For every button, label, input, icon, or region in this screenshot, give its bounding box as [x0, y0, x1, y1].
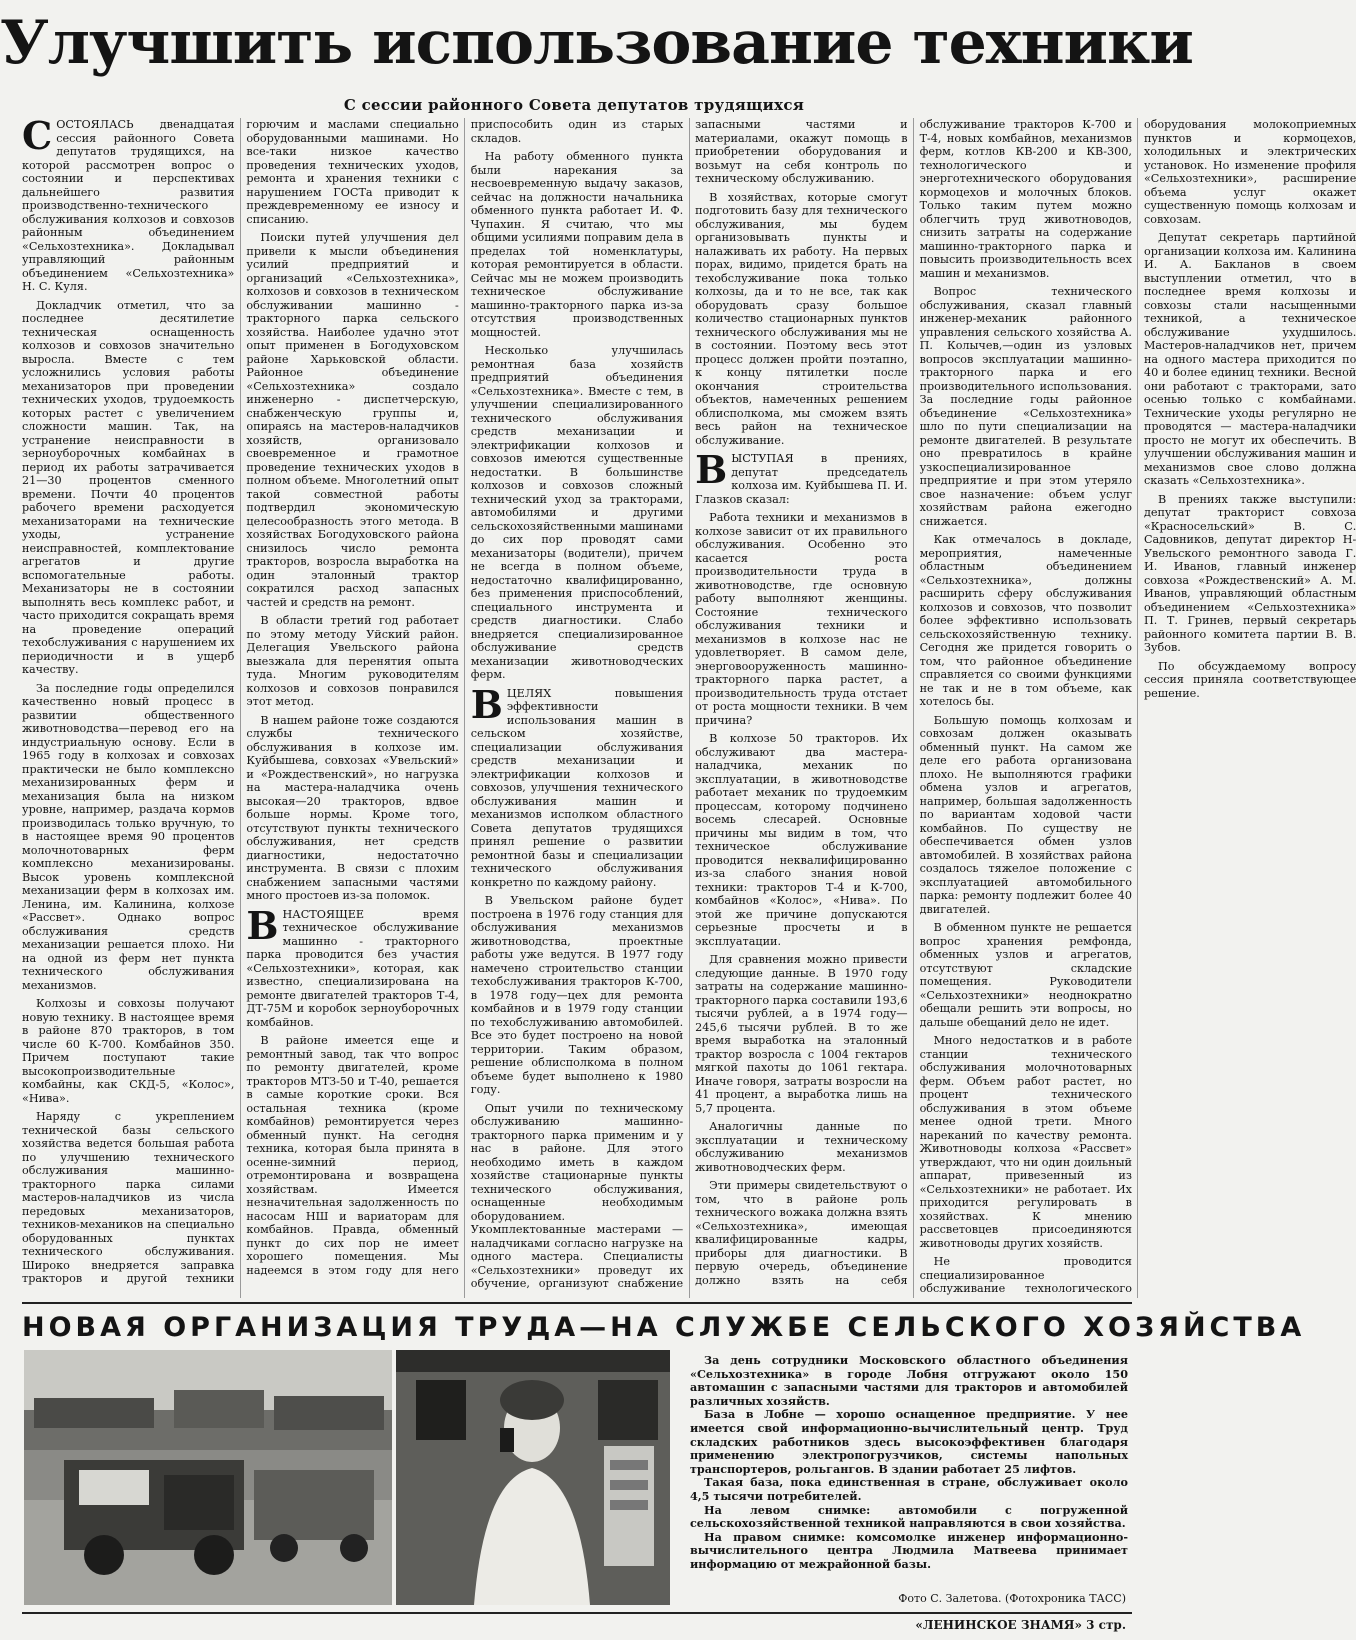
- article-body: [22, 113, 1356, 1298]
- caption-paragraph: На правом снимке: комсомолке инженер информационно-вычислительного центра Людмила Матвеева принимает информацию от межрайонной базы.: [690, 1529, 1128, 1571]
- paragraph: В области третий год работает по этому методу Уйский район. Делегация Увельского района выезжала для перенятия опыта туда. Многим руководителям колхозов и совхозов понравился этот метод.: [246, 614, 459, 708]
- caption-paragraph: За день сотрудники Московского областного объединения «Сельхозтехника» в городе Лобня отгружают около 150 автомашин с запасными частями для тракторов и автомобилей различных хозяйств.: [690, 1353, 1128, 1408]
- paragraph: В колхозе 50 тракторов. Их обслуживают два мастера-наладчика, механик по эксплуатации, в животноводстве работает механик по трудоемким процессам, которому подчинено восемь слесарей. Основные причины мы видим в том, что техническое обслуживание проводится неквалифицированно из-за слабого знания новой техники: тракторов Т-4 и К-700, комбайнов «Колос», «Нива». По этой же причине допускаются серьезные просчеты и в эксплуатации.: [695, 732, 908, 948]
- paragraph: В Увельском районе будет построена в 1976 году станция для обслуживания механизмов животноводства, проектные работы уже ведутся. В 1977 году намечено строительство станции техобслуживания тракторов К-700, в 1978 году—цех для ремонта комбайнов и в 1979 году станции по техобслуживанию автомобилей. Все это будет построено на новой территории. Таким образом, решение облисполкома в полном объеме будет выполнено к 1980 году.: [470, 894, 684, 1096]
- paragraph-text: ОСТОЯЛАСЬ двенадцатая сессия районного Совета депутатов трудящихся, на которой рассмотрен вопрос о состоянии и перспективах дальнейшего развития производственно-технического обслуживания колхозов и совхозов районным объединением «Сельхозтехника». Докладывал управляющий районным объединением «Сельхозтехника» Н. С. Куля.: [22, 118, 235, 293]
- paragraph: Вопрос технического обслуживания, сказал главный инженер-механик районного управления сельского хозяйства А. П. Колычев,—один из узловых вопросов эксплуатации машинно-тракторного парка и его производительного использования. За последние годы районное объединение «Сельхозтехника» шло по пути специализации на ремонте двигателей. В результате оно превратилось в крайне узкоспециализированное предприятие и при этом утеряло свое назначение: объем услуг хозяйствам района ежегодно снижается.: [919, 285, 1132, 528]
- paragraph: В районе имеется еще и ремонтный завод, так что вопрос по ремонту двигателей, кроме тракторов МТЗ-50 и Т-40, решается в самые короткие сроки. Вся остальная техника (кроме комбайнов) ремонтируется через обменный пункт. На сегодня техника, которая была принята в осенне-зимний период, отремонтирована и возвращена хозяйствам. Имеется незначительная задолженность по насосам НШ и вариаторам для комбайнов. Правда, обменный пункт до сих пор не имеет хорошего помещения. Мы надеемся в этом году для него приспособить один из старых складов.: [246, 118, 684, 1277]
- paragraph: Работа техники и механизмов в колхозе зависит от их правильного обслуживания. Особенно это касается роста производительности труда в животноводстве, где основную работу выполняют женщины. Состояние технического обслуживания техники и механизмов в колхозе нас не удовлетворяет. В самом деле, энерговооруженность машинно-тракторного парка растет, а производительность труда отстает от роста мощности техники. В чем причина?: [695, 511, 908, 727]
- paragraph: Наряду с укреплением технической базы сельского хозяйства ведется большая работа по улучшению технического обслуживания машинно-тракторного парка силами мастеров-наладчиков из числа передовых механизаторов, техников-механиков на специально оборудованных пунктах технического обслуживания. Широко внедряется заправка тракторов и другой техники горючим и маслами специально оборудованными машинами. Но все-таки низкое качество проведения технических уходов, ремонта и хранения техники с нарушением ГОСТа приводит к преждевременному ее износу и списанию.: [22, 118, 459, 1285]
- drop-cap: В: [246, 902, 279, 948]
- section2-title: НОВАЯ ОРГАНИЗАЦИЯ ТРУДА—НА СЛУЖБЕ СЕЛЬСКОГО ХОЗЯЙСТВА: [22, 1312, 1306, 1343]
- paragraph: Колхозы и совхозы получают новую технику. В настоящее время в районе 870 тракторов, в том числе 60 К-700. Комбайнов 350. Причем поступают такие высокопроизводительные комбайны, как СКД-5, «Колос», «Нива».: [22, 997, 235, 1105]
- paragraph: [695, 447, 908, 506]
- paragraph: Эти примеры свидетельствуют о том, что в районе роль технического вожака должна взять «Сельхозтехника», имеющая квалифицированные кадры, приборы для диагностики. В первую очередь, объединение должно взять на себя обслуживание тракторов К-700 и Т-4, новых комбайнов, механизмов ферм, котлов КВ-200 и КВ-300, технологического и энерготехнического оборудования кормоцехов и молочных блоков. Только таким путем можно облегчить труд животноводов, снизить затраты на содержание машинно-тракторного парка и повысить производительность всех машин и механизмов.: [695, 118, 1132, 1287]
- paragraph: В хозяйствах, которые смогут подготовить базу для технического обслуживания, мы будем организовывать пункты и налаживать их работу. На первых порах, видимо, придется брать на техобслуживание пока только колхозы, да и то не все, так как оборудовать сразу большое количество стационарных пунктов технического обслуживания мы не в состоянии. Поэтому весь этот процесс должен пройти поэтапно, к концу пятилетки после окончания строительства объектов, намеченных решением облисполкома, мы сможем взять весь район на техническое обслуживание.: [695, 190, 908, 447]
- paragraph: Аналогичны данные по эксплуатации и техническому обслуживанию механизмов животноводческих ферм.: [695, 1120, 908, 1174]
- caption-paragraph: Такая база, пока единственная в стране, обслуживает около 4,5 тысячи потребителей.: [690, 1475, 1128, 1503]
- paragraph: В нашем районе тоже создаются службы технического обслуживания в колхозе им. Куйбышева, совхозах «Увельский» и «Рождественский», но нагрузка на мастера-наладчика очень высокая—20 тракторов, вдвое больше нормы. Кроме того, отсутствуют пункты технического обслуживания, нет средств диагностики, недостаточно инструмента. В связи с плохим снабжением запасными частями много простоев из-за поломок.: [246, 713, 459, 902]
- paragraph: За последние годы определился качественно новый процесс в развитии общественного животноводства—перевод его на индустриальную основу. Если в 1965 году в колхозах и совхозах практически не было комплексно механизированных ферм и механизация была на низком уровне, например, раздача кормов производилась только вручную, то в настоящее время 90 процентов молочнотоварных ферм комплексно механизированы. Высок уровень комплексной механизации ферм в колхозах им. Ленина, им. Калинина, колхозе «Рассвет». Однако вопрос обслуживания средств механизации решается плохо. Ни на одной из ферм нет пункта технического обслуживания механизмов.: [22, 681, 235, 992]
- paragraph: Для сравнения можно привести следующие данные. В 1970 году затраты на содержание машинно-тракторного парка составили 193,6 тысячи рублей, а в 1974 году—245,6 тысячи рублей. В то же время выработка на эталонный трактор возросла с 1004 гектаров мягкой пахоты до 1061 гектара. Иначе говоря, затраты возросли на 41 процент, а выработка лишь на 5,7 процента.: [695, 953, 908, 1115]
- paragraph: [470, 681, 684, 890]
- paragraph-text: ЦЕЛЯХ повышения эффективности использования машин в сельском хозяйстве, специализации обслуживания средств механизации и электрификации колхозов и совхозов, улучшения технического обслуживания машин и механизмов исполком областного Совета депутатов трудящихся принял решение о развитии ремонтной базы и специализации технического обслуживания конкретно по каждому району.: [470, 686, 684, 889]
- caption-paragraph: На левом снимке: автомобили с погруженной сельскохозяйственной техникой направляются в свои хозяйства.: [690, 1502, 1128, 1531]
- paragraph: Не проводится специализированное обслуживание технологического оборудования молокоприемных пунктов и кормоцехов, холодильных и электрических установок. Но изменение профиля «Сельхозтехники», расширение объема услуг окажет существенную помощь колхозам и совхозам.: [919, 118, 1356, 1295]
- photo-pair: [24, 1350, 670, 1605]
- paragraph: Несколько улучшилась ремонтная база хозяйств предприятий объединения «Сельхозтехника». Вместе с тем, в улучшении специализированного технического обслуживания средств механизации и электрификации колхозов и совхозов имеются существенные недостатки. В большинстве колхозов и совхозов сложный технический уход за тракторами, автомобилями и другими сельскохозяйственными машинами до сих пор проводят сами механизаторы (водители), причем не всегда в полном объеме, недостаточно квалифицированно, без применения приспособлений, специального инструмента и средств диагностики. Слабо внедряется специализированное обслуживание средств механизации животноводческих ферм.: [470, 344, 684, 681]
- article-headline: Улучшить использование техники: [0, 8, 1193, 78]
- photos: [24, 1350, 670, 1605]
- paragraph: В обменном пункте не решается вопрос хранения ремфонда, обменных узлов и агрегатов, отсутствуют складские помещения. Руководители «Сельхозтехники» неоднократно обещали решить эти вопросы, но дальше обещаний дело не идет.: [919, 921, 1132, 1029]
- paragraph: Докладчик отметил, что за последнее десятилетие техническая оснащенность колхозов и совхозов значительно выросла. Вместе с тем усложнились условия работы механизаторов при проведении технических уходов, трудоемкость которых растет с увеличением сложности машин. Так, на устранение неисправности в зерноуборочных комбайнах в период их работы затрачивается 21—30 процентов сменного времени. Почти 40 процентов рабочего времени расходуется механизаторами на технические уходы, устранение неисправностей, комплектование агрегатов и другие вспомогательные работы. Механизаторы не в состоянии выполнять весь комплекс работ, и часто приходится сокращать время на проведение операций техобслуживания с нарушением их периодичности и в ущерб качеству.: [22, 298, 235, 676]
- page-footer: «ЛЕНИНСКОЕ ЗНАМЯ» 3 стр.: [915, 1618, 1126, 1632]
- paragraph: Опыт учили по техническому обслуживанию машинно-тракторного парка применим и у нас в районе. Для этого необходимо иметь в каждом хозяйстве стационарные пункты технического обслуживания, оснащенные необходимым оборудованием. Укомплектованные мастерами — наладчиками согласно нагрузке на одного мастера. Специалисты «Сельхозтехники» проведут их обучение, организуют снабжение запасными частями и материалами, окажут помощь в приобретении оборудования и возьмут на себя контроль по техническому обслуживанию.: [470, 118, 908, 1290]
- footer-divider: [22, 1612, 1132, 1614]
- photo-credit: Фото С. Залетова. (Фотохроника ТАСС): [898, 1592, 1126, 1605]
- section2-text: [690, 1354, 1128, 1572]
- paragraph: Большую помощь колхозам и совхозам должен оказывать обменный пункт. На самом же деле его работа организована плохо. Не выполняются графики обмена узлов и агрегатов, например, большая задолженность по вариантам ходовой части комбайнов. По существу не обеспечивается обмен узлов автомобилей. В хозяйствах района создалось тяжелое положение с эксплуатацией автомобильного парка: ремонту подлежит более 40 двигателей.: [919, 713, 1132, 916]
- drop-cap: В: [470, 681, 503, 727]
- paragraph-text: НАСТОЯЩЕЕ время техническое обслуживание машинно - тракторного парка проводится без участия «Сельхозтехники», которая, как известно, специализирована на ремонте двигателей тракторов Т-4, ДТ-75М и коробок зерноуборочных комбайнов.: [246, 907, 459, 1029]
- paragraph: Как отмечалось в докладе, мероприятия, намеченные областным объединением «Сельхозтехника», должны расширить сферу обслуживания колхозов и совхозов, что позволит более эффективно использовать сельскохозяйственную технику. Сегодня же придется говорить о том, что районное объединение справляется со своими функциями не так и не в том объеме, как хотелось бы.: [919, 533, 1132, 708]
- paragraph: [246, 902, 459, 1030]
- paragraph: На работу обменного пункта были нарекания за несвоевременную выдачу заказов, сейчас на должности начальника обменного пункта работает И. Ф. Чупахин. Я считаю, что мы общими усилиями поправим дела в пределах той номенклатуры, которая ремонтируется в области. Сейчас мы не можем производить техническое обслуживание машинно-тракторного парка из-за отсутствия производственных мощностей.: [470, 150, 684, 339]
- drop-cap: В: [695, 447, 728, 492]
- paragraph: В прениях также выступили: депутат тракторист совхоза «Красносельский» В. С. Садовников, депутат директор Н-Увельского ремонтного завода Г. И. Иванов, главный инженер совхоза «Рождественский» А. М. Иванов, управляющий областным объединением «Сельхозтехника» П. Т. Гринев, первый секретарь районного комитета партии В. В. Зубов.: [1143, 492, 1356, 654]
- article-subheading: С сессии районного Совета депутатов трудящихся: [343, 96, 805, 114]
- left-photo-trucks: [24, 1350, 392, 1605]
- paragraph-text: ЫСТУПАЯ в прениях, депутат председатель колхоза им. Куйбышева П. И. Глазков сказал:: [695, 452, 908, 506]
- drop-cap: С: [22, 113, 53, 158]
- paragraph: Поиски путей улучшения дел привели к мысли объединения усилий предприятий и организаций «Сельхозтехника», колхозов и совхозов в техническом обслуживании машинно - тракторного парка сельского хозяйства. Наиболее удачно этот опыт применен в Богодуховском районе Харьковской области. Районное объединение «Сельхозтехника» создало инженерно - диспетчерскую, снабженческую группы и, опираясь на мастеров-наладчиков хозяйств, организовало своевременное и грамотное проведение технических уходов в полном объеме. Многолетний опыт такой совместной работы подтвердил экономическую целесообразность этого метода. В хозяйствах Богодуховского района снизилось число ремонта тракторов, возросла выработка на один эталонный трактор сократился расход запасных частей и средств на ремонт.: [246, 231, 459, 609]
- paragraph: По обсуждаемому вопросу сессия приняла соответствующее решение.: [1143, 659, 1356, 700]
- caption-paragraph: База в Лобне — хорошо оснащенное предприятие. У нее имеется свой информационно-вычислительный центр. Труд складских работников здесь высокоэффективен благодаря применению электропогрузчиков, системы напольных транспортеров, рольгангов. В здании работает 25 лифтов.: [690, 1407, 1128, 1476]
- paragraph: Депутат секретарь партийной организации колхоза им. Калинина И. А. Бакланов в своем выступлении отметил, что в последнее время колхозы и совхозы стали насыщенными техникой, а техническое обслуживание ухудшилось. Мастеров-наладчиков нет, причем на одного мастера приходится по 40 и более единиц техники. Весной они работают с тракторами, зато осенью только с комбайнами. Технические уходы регулярно не проводятся — мастера-наладчики просто не могут их обеспечить. В улучшении обслуживания машин и механизмов свое слово должна сказать «Сельхозтехника».: [1143, 231, 1356, 487]
- paragraph: Много недостатков и в работе станции технического обслуживания молочнотоварных ферм. Объем работ растет, но процент технического обслуживания в этом объеме менее одной трети. Много нареканий по качеству ремонта. Животноводы колхоза «Рассвет» утверждают, что ни один доильный аппарат, привезенный из «Сельхозтехники» не работает. Их приходится регулировать в хозяйствах. К мнению рассветовцев присоединяются животноводы других хозяйств.: [919, 1034, 1132, 1250]
- right-photo-operator: [396, 1350, 670, 1605]
- section-divider: [22, 1302, 1132, 1304]
- paragraph: [22, 113, 235, 294]
